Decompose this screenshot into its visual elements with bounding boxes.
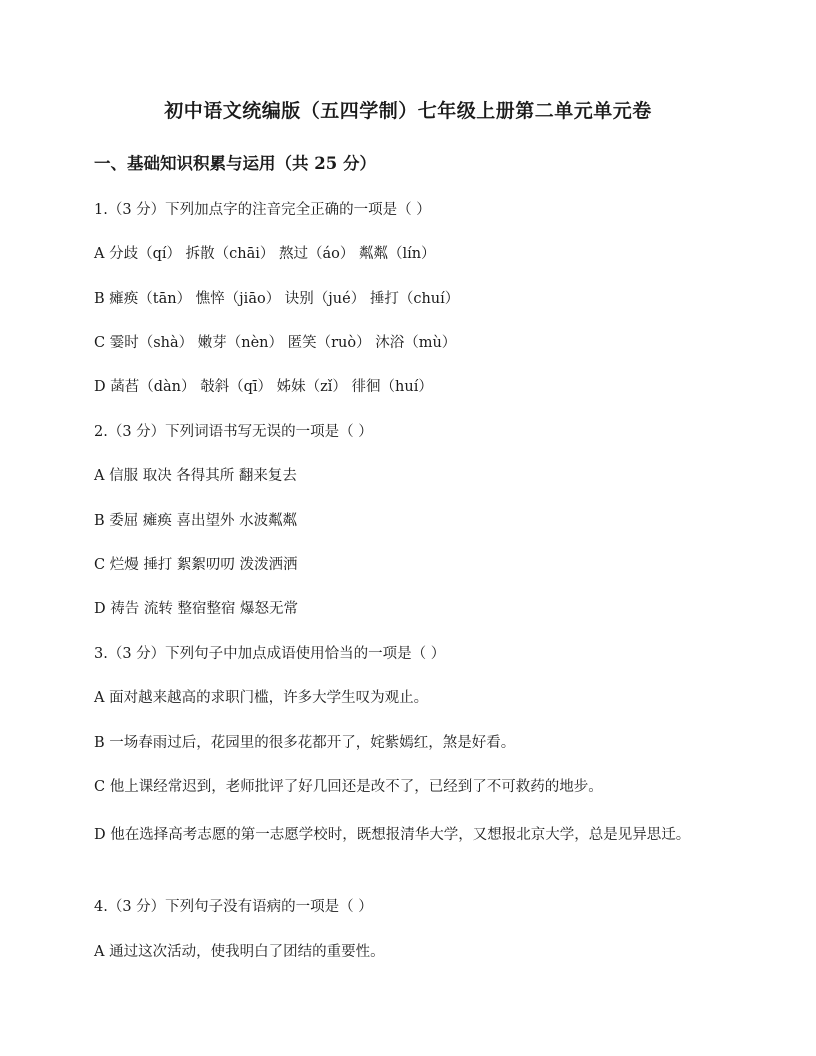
question-1-option-d: D 菡萏（dàn） 攲斜（qī） 姊妹（zǐ） 徘徊（huí） (94, 379, 433, 395)
question-2-option-b: B 委屈 瘫痪 喜出望外 水波粼粼 (94, 513, 298, 529)
question-2-option-a: A 信服 取决 各得其所 翻来复去 (94, 468, 297, 484)
question-2-option-c: C 烂熳 捶打 絮絮叨叨 泼泼洒洒 (94, 557, 298, 573)
question-4-stem: 4.（3 分）下列句子没有语病的一项是（ ） (94, 899, 373, 915)
question-3-option-b: B 一场春雨过后，花园里的很多花都开了，姹紫嫣红，煞是好看。 (94, 735, 516, 751)
question-1-stem: 1.（3 分）下列加点字的注音完全正确的一项是（ ） (94, 202, 431, 218)
question-3-option-d: D 他在选择高考志愿的第一志愿学校时，既想报清华大学，又想报北京大学，总是见异思迁。 (94, 827, 691, 843)
question-3-option-a: A 面对越来越高的求职门槛，许多大学生叹为观止。 (94, 690, 429, 706)
question-2-stem: 2.（3 分）下列词语书写无误的一项是（ ） (94, 424, 373, 440)
question-1-option-a: A 分歧（qí） 拆散（chāi） 熬过（áo） 粼粼（lín） (94, 246, 436, 262)
question-1-option-c: C 霎时（shà） 嫩芽（nèn） 匿笑（ruò） 沐浴（mù） (94, 335, 457, 351)
question-2-option-d: D 祷告 流转 整宿整宿 爆怒无常 (94, 601, 299, 617)
question-3-stem: 3.（3 分）下列句子中加点成语使用恰当的一项是（ ） (94, 646, 446, 662)
question-3-option-c: C 他上课经常迟到，老师批评了好几回还是改不了，已经到了不可救药的地步。 (94, 779, 603, 795)
question-1-option-b: B 瘫痪（tān） 憔悴（jiāo） 诀别（jué） 捶打（chuí） (94, 291, 460, 307)
document-title: 初中语文统编版（五四学制）七年级上册第二单元单元卷 (164, 100, 652, 122)
section-heading: 一、基础知识积累与运用（共 25 分） (94, 154, 376, 173)
question-4-option-a: A 通过这次活动，使我明白了团结的重要性。 (94, 944, 385, 960)
